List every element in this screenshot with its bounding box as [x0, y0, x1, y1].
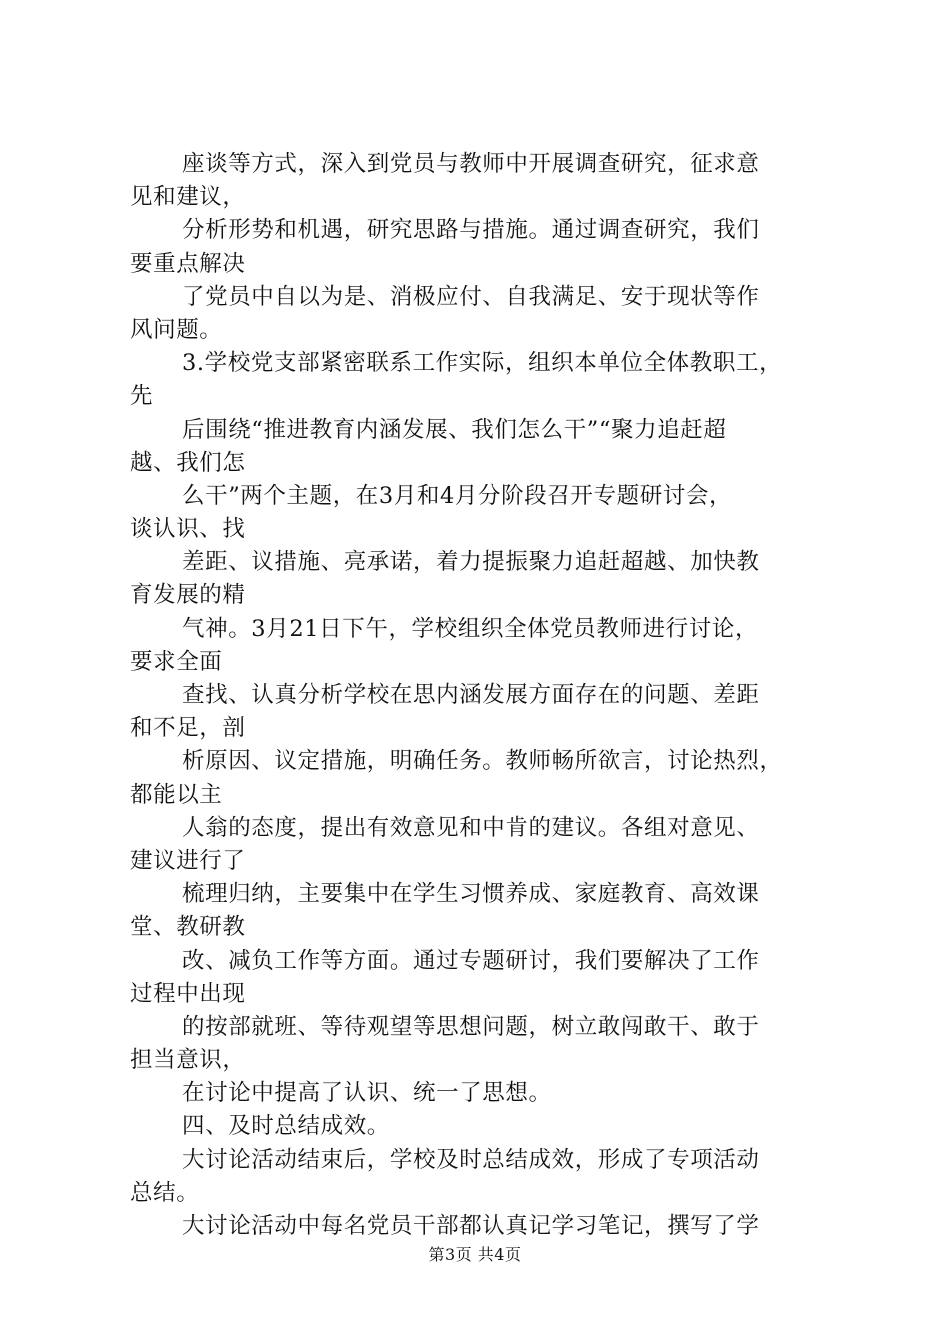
text-line: 后围绕“推进教育内涵发展、我们怎么干”“聚力追赶超 — [182, 416, 727, 443]
text-line: 堂、教研教 — [130, 914, 246, 941]
text-line: 的按部就班、等待观望等思想问题，树立敢闯敢干、敢于 — [182, 1013, 760, 1040]
document-body — [130, 148, 850, 1243]
text-line: 查找、认真分析学校在思内涵发展方面存在的问题、差距 — [182, 682, 760, 708]
text-line: 和不足，剖 — [130, 715, 246, 742]
text-line: 四、及时总结成效。 — [182, 1113, 390, 1140]
text-line: 梳理归纳，主要集中在学生习惯养成、家庭教育、高效课 — [182, 881, 760, 908]
text-line: 要重点解决 — [130, 250, 246, 277]
text-line: 析原因、议定措施，明确任务。教师畅所欲言，讨论热烈， — [182, 748, 783, 775]
text-line: 大讨论活动中每名党员干部都认真记学习笔记，撰写了学 — [182, 1213, 760, 1239]
text-line: 分析形势和机遇，研究思路与措施。通过调查研究，我们 — [182, 217, 760, 244]
text-line: 育发展的精 — [130, 582, 246, 609]
page-footer: 第3页 共4页 — [428, 1245, 522, 1264]
text-line: 差距、议措施、亮承诺，着力提振聚力追赶超越、加快教 — [182, 549, 760, 576]
text-line: 座谈等方式，深入到党员与教师中开展调查研究，征求意 — [182, 151, 760, 177]
text-line: 要求全面 — [130, 648, 223, 675]
text-line: 3.学校党支部紧密联系工作实际，组织本单位全体教职工， — [182, 350, 783, 377]
text-line: 都能以主 — [130, 781, 223, 808]
text-line: 谈认识、找 — [130, 516, 246, 543]
text-line: 建议进行了 — [130, 847, 246, 874]
text-line: 风问题。 — [130, 316, 223, 343]
text-line: 越、我们怎 — [130, 449, 246, 476]
text-line: 么干”两个主题，在3月和4月分阶段召开专题研讨会， — [182, 482, 733, 509]
text-line: 担当意识， — [130, 1047, 246, 1074]
text-line: 气神。3月21日下午，学校组织全体党员教师进行讨论， — [182, 615, 759, 642]
text-line: 过程中出现 — [130, 980, 246, 1007]
text-line: 先 — [130, 383, 154, 410]
text-line: 总结。 — [130, 1179, 200, 1206]
text-line: 人翁的态度，提出有效意见和中肯的建议。各组对意见、 — [182, 814, 760, 841]
text-line: 见和建议， — [130, 184, 246, 211]
text-line: 改、减负工作等方面。通过专题研讨，我们要解决了工作 — [182, 947, 760, 974]
text-line: 了党员中自以为是、消极应付、自我满足、安于现状等作 — [182, 283, 760, 310]
text-line: 大讨论活动结束后，学校及时总结成效，形成了专项活动 — [182, 1146, 760, 1173]
text-line: 在讨论中提高了认识、统一了思想。 — [182, 1080, 552, 1107]
